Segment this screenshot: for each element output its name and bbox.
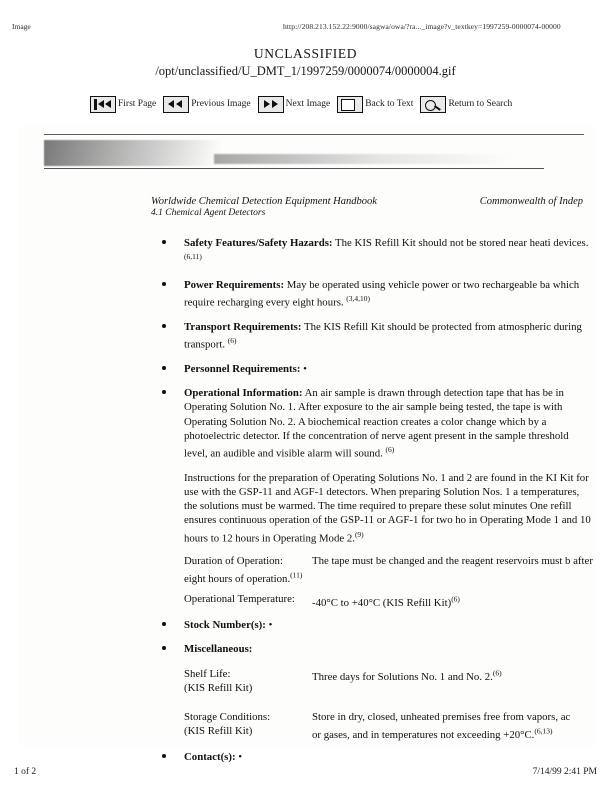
list-item xyxy=(18,386,596,461)
item-lead: Contact(s): xyxy=(184,751,236,764)
operational-temperature-row xyxy=(184,592,596,610)
bullet-marker xyxy=(162,324,166,328)
duration-label: Duration of Operation: xyxy=(184,555,283,568)
bullet-marker xyxy=(162,366,166,370)
bullet-marker xyxy=(162,622,166,626)
shelf-life-note: (6) xyxy=(492,668,502,678)
item-text: May be operated using vehicle power or two rechargeable ba which require recharging every eight hours. xyxy=(184,279,580,309)
shelf-life-row xyxy=(184,667,596,699)
duration-of-operation-row xyxy=(184,554,596,586)
instructions-note: (9) xyxy=(354,529,364,539)
item-note: (6,11) xyxy=(184,252,202,262)
item-lead: Power Requirements: xyxy=(184,279,285,291)
item-lead: Operational Information: xyxy=(184,387,303,400)
return-to-search-icon[interactable] xyxy=(420,96,446,113)
nav-next-image[interactable] xyxy=(258,96,331,113)
duration-value-text: The tape must be changed and the reagent reservoirs must b after eight hours of operation. xyxy=(184,555,593,586)
list-item xyxy=(18,278,596,310)
storage-note: (6,13) xyxy=(534,726,553,736)
storage-value-line2 xyxy=(312,726,553,742)
storage-value-line2-text: or gases, and in temperatures not exceeding +20°C. xyxy=(312,729,535,742)
item-text: • xyxy=(235,751,243,764)
item-note: (6) xyxy=(385,445,395,455)
item-note: (6) xyxy=(227,336,237,346)
temperature-value-text: -40°C to +40°C (KIS Refill Kit) xyxy=(312,597,452,610)
bullet-marker xyxy=(162,240,166,244)
bullet-marker xyxy=(162,646,166,650)
temperature-label: Operational Temperature: xyxy=(184,593,295,606)
first-page-icon[interactable] xyxy=(90,96,116,113)
item-text: • xyxy=(265,619,273,632)
classification-banner: UNCLASSIFIED xyxy=(253,46,358,61)
shelf-life-sublabel: (KIS Refill Kit) xyxy=(184,681,253,694)
print-header xyxy=(0,22,611,36)
running-head-right: Commonwealth of Indep xyxy=(479,196,583,207)
scan-rule-bottom xyxy=(44,168,544,169)
instructions-paragraph xyxy=(184,471,596,546)
storage-sublabel: (KIS Refill Kit) xyxy=(184,725,253,738)
navigation-bar xyxy=(90,93,550,115)
list-item xyxy=(18,362,596,376)
bullet-marker xyxy=(162,390,166,394)
item-lead: Personnel Requirements: xyxy=(184,363,301,375)
item-lead: Stock Number(s): xyxy=(184,619,266,632)
shelf-life-value xyxy=(312,668,502,684)
nav-return-to-search-label: Return to Search xyxy=(448,99,513,109)
item-lead: Safety Features/Safety Hazards: xyxy=(184,237,333,249)
shelf-life-label: Shelf Life: xyxy=(184,667,231,680)
running-head-line2: 4.1 Chemical Agent Detectors xyxy=(151,208,266,218)
temperature-value xyxy=(312,594,460,610)
running-head-line1: Worldwide Chemical Detection Equipment Handbook xyxy=(151,196,377,207)
item-text: The KIS Refill Kit should not be stored near heati devices. xyxy=(332,237,589,249)
scan-artifact-smudge xyxy=(44,140,224,166)
nav-previous-image-label: Previous Image xyxy=(191,99,251,109)
duration-note: (11) xyxy=(290,570,303,580)
item-text: The KIS Refill Kit should be protected from atmospheric during transport. xyxy=(184,321,582,351)
print-header-url: http://208.213.152.22:9000/sagwa/owa/?ra..._image?v_textkey=1997259-0000074-00000 xyxy=(283,22,561,31)
list-item xyxy=(18,236,596,268)
document-path: /opt/unclassified/U_DMT_1/1997259/0000074/0000004.gif xyxy=(155,64,456,78)
list-item xyxy=(18,750,596,764)
instructions-text: Instructions for the preparation of Operating Solutions No. 1 and 2 are found in the KI Kit for use with the GSP-11 and AGF-1 detectors. When preparing Solution Nos. 1 a temperatures, the solutions must be warmed. The time required to prepare these solut minutes One refill ensures continuous operation of the GSP-11 or AGF-1 for two ho in Operating Mode 1 and 10 hours to 12 hours in Operating Mode 2. xyxy=(184,471,591,545)
nav-first-page-label: First Page xyxy=(118,99,157,109)
list-item xyxy=(18,618,596,632)
list-item xyxy=(18,642,596,656)
footer-timestamp: 7/14/99 2:41 PM xyxy=(532,767,597,777)
running-head xyxy=(151,196,581,218)
nav-first-page[interactable] xyxy=(90,96,156,113)
list-item xyxy=(18,320,596,352)
bullet-marker xyxy=(162,282,166,286)
nav-next-image-label: Next Image xyxy=(285,99,331,109)
nav-back-to-text[interactable] xyxy=(337,96,413,113)
item-lead: Transport Requirements: xyxy=(184,321,302,333)
scan-artifact-smudge-secondary xyxy=(214,154,514,164)
footer-page-number: 1 of 2 xyxy=(14,767,37,777)
bullet-marker xyxy=(162,754,166,758)
storage-value: Store in dry, closed, unheated premises free from vapors, ac xyxy=(312,711,571,724)
item-text: An air sample is drawn through detection tape that has be in Operating Solution No. 1. After exposure to the air sample being tested, the tape is with Operating Solution No. 2. A biochemical reaction creates a color change which by a photoelectric detector. If the concentration of nerve agent present in the sample threshold level, an audible and visible alarm will sound. xyxy=(184,387,569,460)
scanned-page-image xyxy=(18,126,596,764)
nav-previous-image[interactable] xyxy=(163,96,250,113)
nav-return-to-search[interactable] xyxy=(420,96,512,113)
back-to-text-icon[interactable] xyxy=(337,96,363,113)
storage-conditions-row xyxy=(184,710,596,742)
print-header-title: Image xyxy=(12,22,31,31)
scan-rule-top xyxy=(44,134,584,135)
nav-back-to-text-label: Back to Text xyxy=(365,99,414,109)
item-text: • xyxy=(300,363,307,375)
storage-label: Storage Conditions: xyxy=(184,711,271,724)
previous-image-icon[interactable] xyxy=(163,96,189,113)
next-image-icon[interactable] xyxy=(258,96,284,113)
item-note: (3,4,10) xyxy=(346,294,371,304)
shelf-life-value-text: Three days for Solutions No. 1 and No. 2. xyxy=(312,671,493,684)
temperature-note: (6) xyxy=(451,594,460,604)
item-lead: Miscellaneous: xyxy=(184,643,253,656)
document-body xyxy=(18,236,596,775)
